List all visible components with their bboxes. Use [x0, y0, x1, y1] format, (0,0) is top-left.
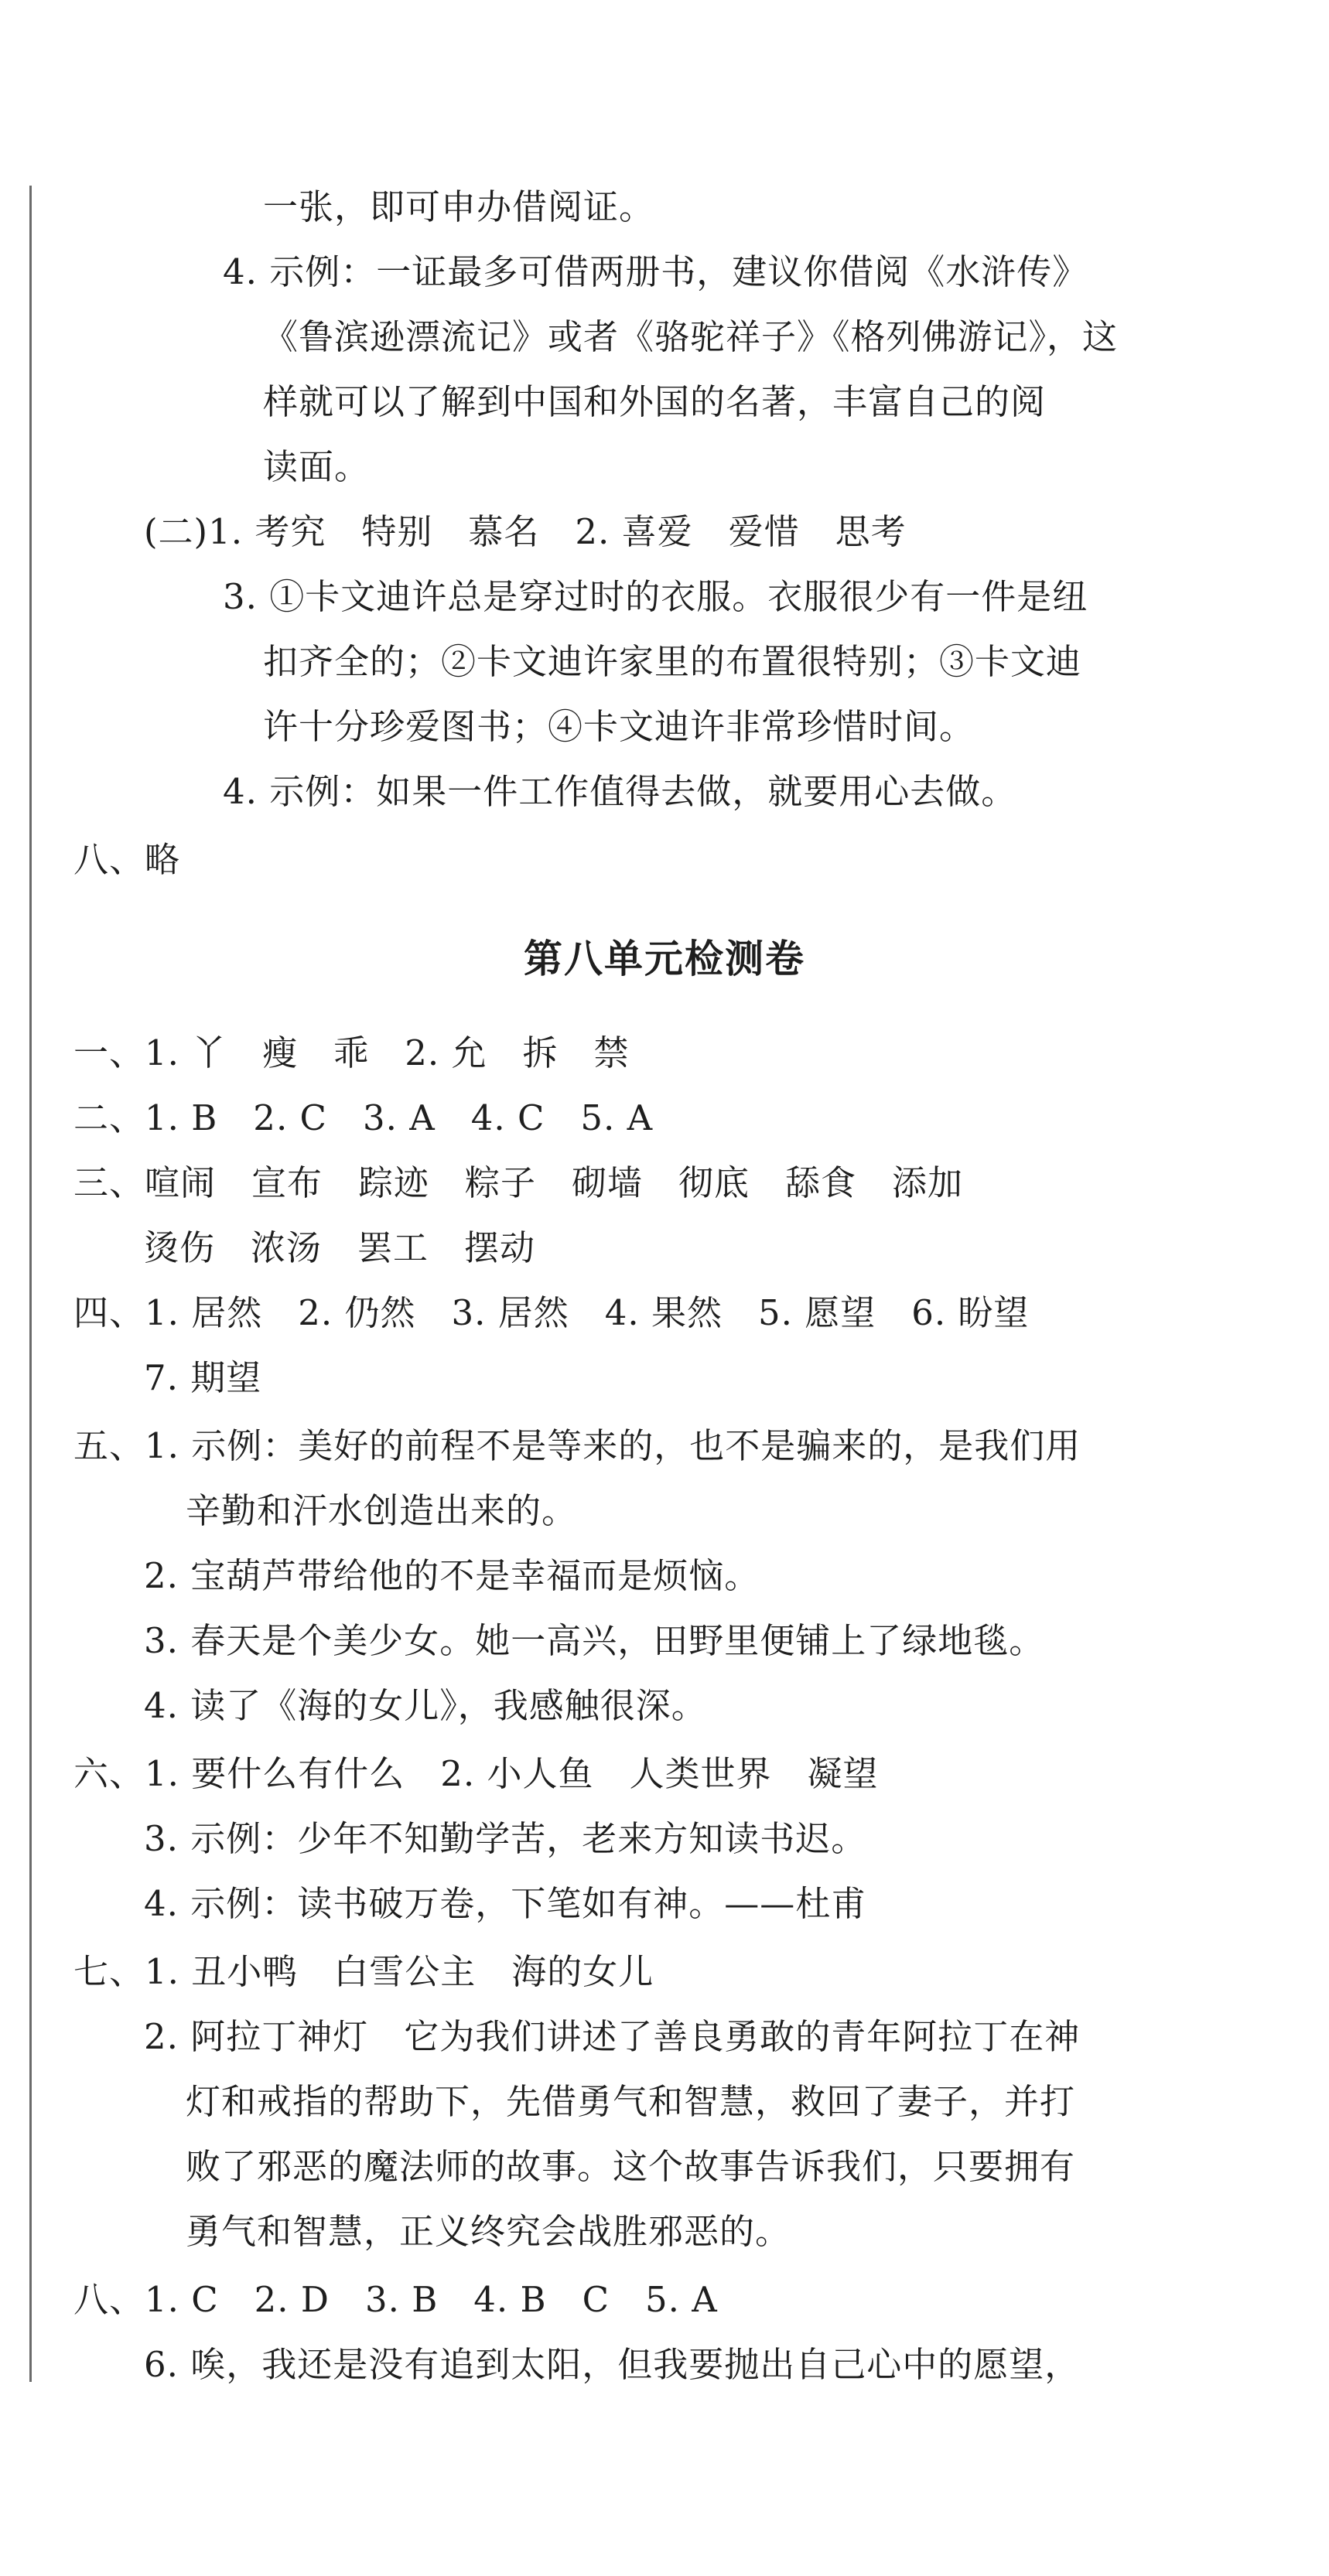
text-line: 辛勤和汗水创造出来的。	[186, 1490, 578, 1531]
text-line: 6. 唉，我还是没有追到太阳，但我要抛出自己心中的愿望，	[144, 2344, 1081, 2385]
text-line: 4. 示例：一证最多可借两册书，建议你借阅《水浒传》	[223, 251, 1088, 292]
text-line: 一、1. 丫 瘦 乖 2. 允 拆 禁	[73, 1032, 630, 1073]
text-line: 3. 示例：少年不知勤学苦，老来方知读书迟。	[144, 1818, 867, 1859]
text-line: 3. ①卡文迪许总是穿过时的衣服。衣服很少有一件是纽	[223, 576, 1088, 617]
text-line: 4. 示例：读书破万卷，下笔如有神。——杜甫	[144, 1883, 867, 1924]
text-line: 灯和戒指的帮助下，先借勇气和智慧，救回了妻子，并打	[186, 2081, 1076, 2122]
text-line: 2. 宝葫芦带给他的不是幸福而是烦恼。	[144, 1555, 760, 1596]
text-line: 样就可以了解到中国和外国的名著，丰富自己的阅	[263, 381, 1047, 422]
section-title: 第八单元检测卷	[524, 937, 805, 981]
text-line: 败了邪恶的魔法师的故事。这个故事告诉我们，只要拥有	[186, 2146, 1076, 2187]
text-line: (二)1. 考究 特别 慕名 2. 喜爱 爱惜 思考	[144, 511, 907, 552]
text-line: 2. 阿拉丁神灯 它为我们讲述了善良勇敢的青年阿拉丁在神	[144, 2016, 1081, 2057]
text-line: 八、1. C 2. D 3. B 4. B C 5. A	[73, 2279, 718, 2320]
text-line: 3. 春天是个美少女。她一高兴，田野里便铺上了绿地毯。	[144, 1620, 1045, 1661]
text-line: 4. 读了《海的女儿》，我感触很深。	[144, 1685, 707, 1726]
text-line: 7. 期望	[144, 1357, 262, 1398]
text-line: 扣齐全的；②卡文迪许家里的布置很特别；③卡文迪	[263, 641, 1082, 682]
text-line: 四、1. 居然 2. 仍然 3. 居然 4. 果然 5. 愿望 6. 盼望	[73, 1292, 1030, 1333]
text-line: 二、1. B 2. C 3. A 4. C 5. A	[73, 1097, 654, 1138]
text-line: 《鲁滨逊漂流记》或者《骆驼祥子》《格列佛游记》，这	[263, 316, 1119, 357]
text-line: 一张，即可申办借阅证。	[263, 186, 655, 227]
text-line: 三、喧闹 宣布 踪迹 粽子 砌墙 彻底 舔食 添加	[73, 1162, 964, 1203]
text-line: 勇气和智慧，正义终究会战胜邪恶的。	[186, 2211, 791, 2252]
text-line: 七、1. 丑小鸭 白雪公主 海的女儿	[73, 1951, 654, 1992]
text-line: 4. 示例：如果一件工作值得去做，就要用心去做。	[223, 771, 1017, 812]
text-line: 读面。	[263, 446, 371, 487]
text-line: 许十分珍爱图书；④卡文迪许非常珍惜时间。	[263, 706, 975, 747]
text-line: 五、1. 示例：美好的前程不是等来的，也不是骗来的，是我们用	[73, 1425, 1081, 1466]
text-line: 烫伤 浓汤 罢工 摆动	[144, 1227, 536, 1268]
text-line: 八、略	[73, 839, 181, 880]
text-line: 六、1. 要什么有什么 2. 小人鱼 人类世界 凝望	[73, 1753, 879, 1794]
